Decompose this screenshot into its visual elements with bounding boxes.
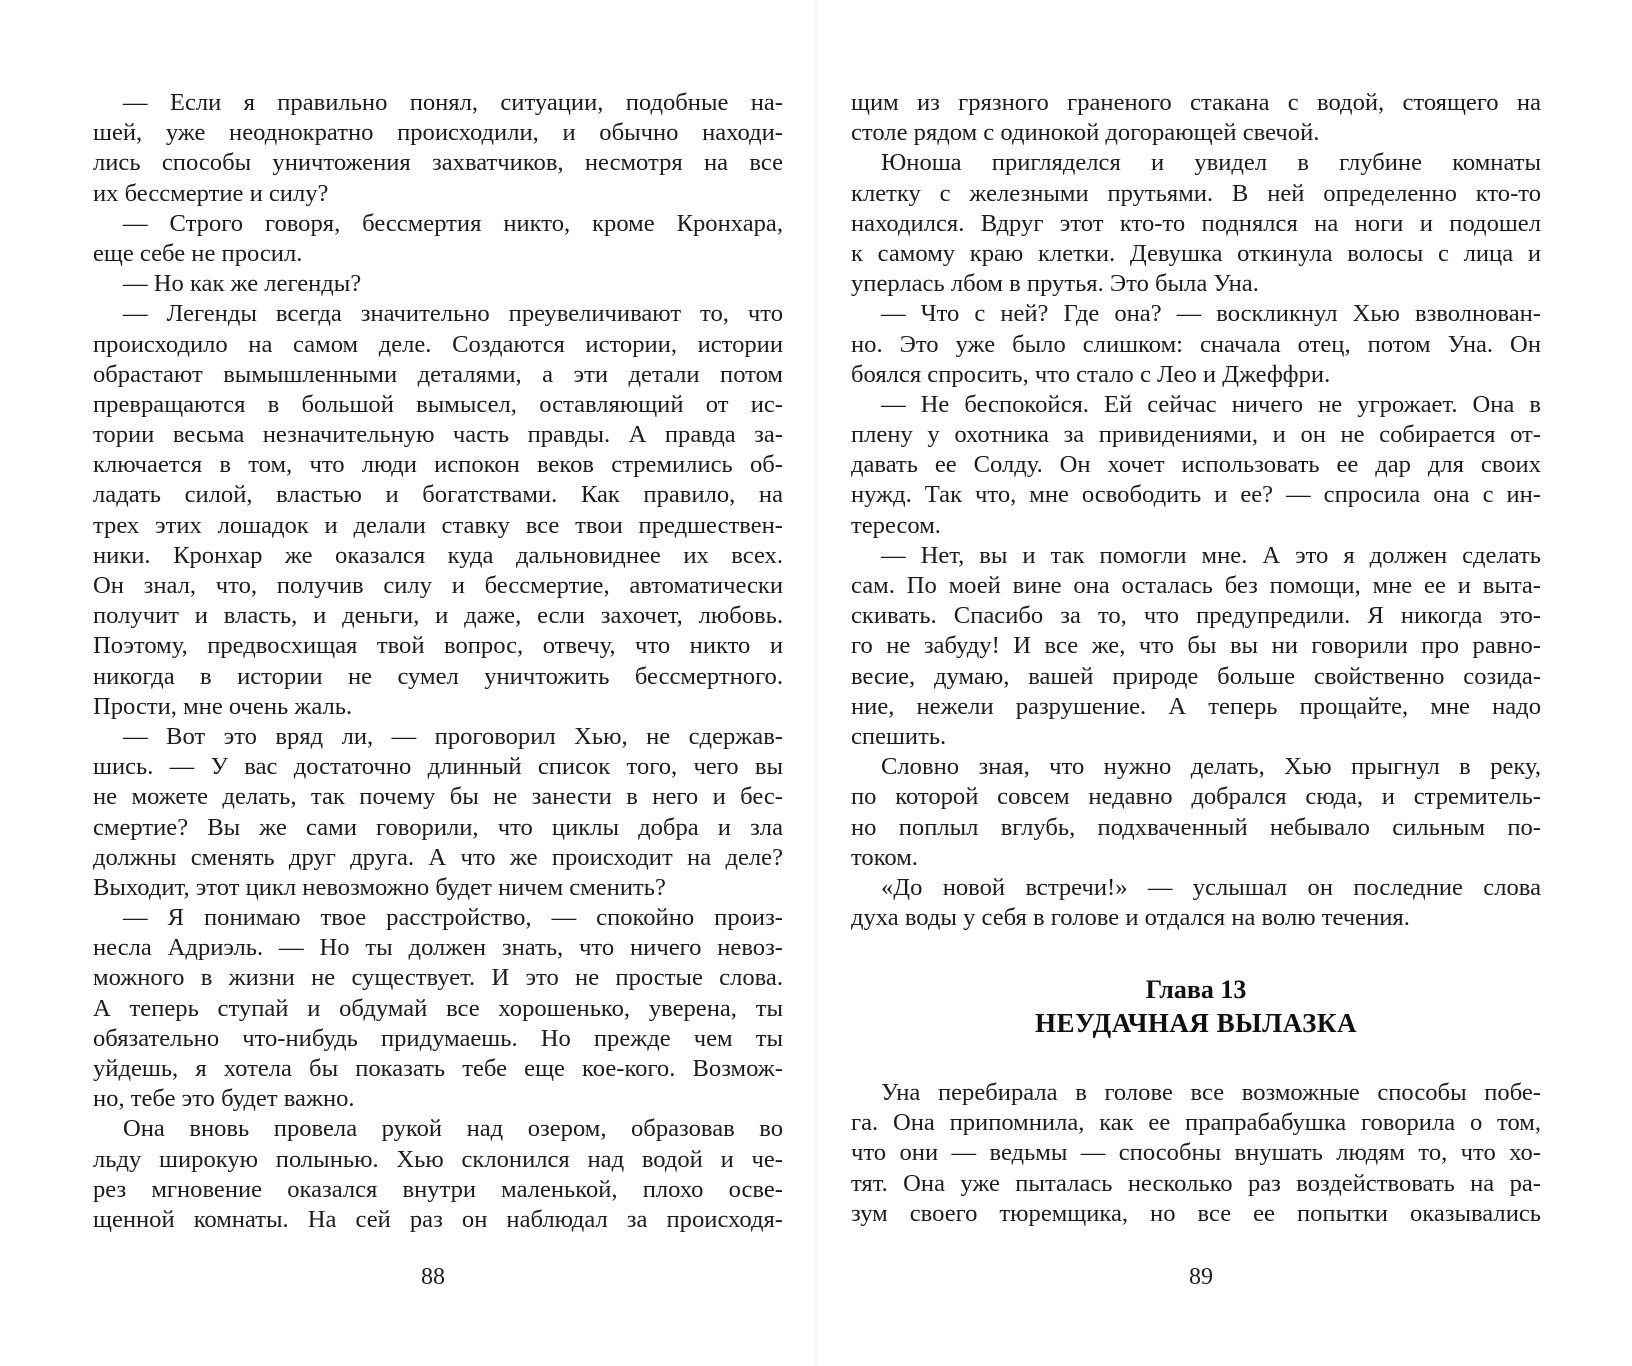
right-page-text-bottom (851, 1078, 1541, 1229)
text-line: тят. Она уже пыталась несколько раз воздействовать на ра- (851, 1169, 1541, 1197)
text-line: Прости, мне очень жаль. (93, 692, 353, 720)
text-line: клетку с железными прутьями. В ней определенно кто-то (851, 179, 1541, 207)
text-line: «До новой встречи!» — услышал он последние слова (881, 873, 1541, 901)
right-page (851, 88, 1541, 1227)
text-line: обрастают вымышленными деталями, а эти детали потом (93, 360, 783, 388)
book-gutter (814, 0, 818, 1366)
text-line: Выходит, этот цикл невозможно будет ничем сменить? (93, 873, 666, 901)
text-line: скивать. Спасибо за то, что предупредили. Я никогда это- (851, 602, 1541, 630)
text-line: смертие? Вы же сами говорили, что циклы добра и зла (93, 813, 783, 841)
text-line: Она вновь провела рукой над озером, образовав во (123, 1115, 783, 1143)
text-line: га. Она припомнила, как ее прапрабабушка говорила о том, (851, 1109, 1541, 1137)
right-page-number: 89 (1189, 1264, 1213, 1290)
text-line: но, тебе это будет важно. (93, 1085, 355, 1113)
left-page-number: 88 (421, 1264, 445, 1290)
text-line: — Легенды всегда значительно преувеличивают то, что (123, 300, 783, 328)
text-line: нужд. Так что, мне освободить и ее? — спросила она с ин- (851, 481, 1541, 509)
text-line: ники. Кронхар же оказался куда дальновиднее их всех. (93, 541, 783, 569)
text-line: зум своего тюремщика, но все ее попытки оказывались (851, 1199, 1541, 1227)
chapter-number: Глава 13 (1145, 975, 1247, 1004)
text-line: — Я понимаю твое расстройство, — спокойно произ- (123, 904, 783, 932)
text-line: можного в жизни не существует. И это не простые слова. (93, 964, 783, 992)
text-line: — Но как же легенды? (123, 270, 362, 298)
text-line: Уна перебирала в голове все возможные способы побе- (881, 1079, 1541, 1106)
text-line: весие, думаю, вашей природе больше свойственно созида- (851, 662, 1541, 690)
text-line: тересом. (851, 511, 941, 539)
text-line: ладать силой, властью и богатствами. Как правило, на (93, 481, 783, 509)
text-line: столе рядом с одинокой догорающей свечой. (851, 119, 1320, 147)
text-line: что они — ведьмы — способны внушать людям то, что хо- (851, 1139, 1541, 1167)
text-line: лись способы уничтожения захватчиков, несмотря на все (93, 149, 783, 177)
text-line: шей, уже неоднократно происходили, и обычно находи- (93, 119, 783, 147)
text-line: обязательно что-нибудь придумаешь. Но прежде чем ты (93, 1024, 783, 1052)
text-line: рез мгновение оказался внутри маленькой, плохо осве- (93, 1175, 783, 1203)
text-line: никогда в истории не сумел уничтожить бессмертного. (93, 662, 783, 690)
text-line: трех этих лошадок и делали ставку все твои предшествен- (93, 511, 783, 539)
text-line: тории весьма незначительную часть правды. А правда за- (93, 421, 783, 449)
text-line: ключается в том, что люди испокон веков стремились об- (93, 451, 783, 479)
text-line: давать ее Солду. Он хочет использовать ее дар для своих (851, 451, 1541, 479)
text-line: плену у охотника за привидениями, и он не собирается от- (851, 421, 1541, 449)
text-line: боялся спросить, что стало с Лео и Джеффри. (851, 360, 1331, 388)
text-line: током. (851, 843, 918, 871)
text-line: щенной комнаты. На сей раз он наблюдал за происходя- (93, 1205, 783, 1233)
right-page-text-top (851, 88, 1541, 933)
text-line: находился. Вдруг этот кто-то поднялся на ноги и подошел (851, 209, 1541, 237)
text-line: спешить. (851, 722, 947, 750)
text-line: — Не беспокойся. Ей сейчас ничего не угрожает. Она в (881, 390, 1541, 418)
text-line: уперлась лбом в прутья. Это была Уна. (851, 270, 1259, 298)
text-line: сам. По моей вине она осталась без помощи, мне ее и выта- (851, 572, 1541, 599)
text-line: А теперь ступай и обдумай все хорошенько, уверена, ты (93, 994, 783, 1022)
text-line: ние, нежели разрушение. А теперь прощайте, мне надо (851, 692, 1541, 720)
text-line: должны сменять друг друга. А что же происходит на деле? (93, 843, 783, 871)
text-line: го не забуду! И все же, что бы вы ни говорили про равно- (851, 632, 1541, 660)
text-line: шись. — У вас достаточно длинный список того, чего вы (93, 753, 783, 781)
text-line: Словно зная, что нужно делать, Хью прыгнул в реку, (881, 753, 1541, 781)
text-line: — Вот это вряд ли, — проговорил Хью, не сдержав- (123, 722, 783, 750)
text-line: происходило на самом деле. Создаются истории, истории (93, 330, 783, 358)
text-line: Поэтому, предвосхищая твой вопрос, отвечу, что никто и (93, 632, 783, 660)
text-line: льду широкую полынью. Хью склонился над водой и че- (93, 1145, 783, 1173)
text-line: но поплыл вглубь, подхваченный небывало сильным по- (851, 813, 1541, 841)
text-line: уйдешь, я хотела бы показать тебе еще кое-кого. Возмож- (93, 1055, 783, 1082)
text-line: — Что с ней? Где она? — воскликнул Хью взволнован- (881, 300, 1541, 328)
text-line: но. Это уже было слишком: сначала отец, потом Уна. Он (851, 330, 1541, 358)
left-page-text (93, 88, 783, 1235)
text-line: несла Адриэль. — Но ты должен знать, что ничего невоз- (93, 934, 783, 962)
text-line: по которой совсем недавно добрался сюда, и стремитель- (851, 783, 1541, 811)
text-line: еще себе не просил. (93, 239, 303, 267)
text-line: получит и власть, и деньги, и даже, если захочет, любовь. (93, 602, 783, 630)
text-line: их бессмертие и силу? (93, 179, 329, 207)
text-line: — Если я правильно понял, ситуации, подобные на- (123, 89, 783, 116)
text-line: к самому краю клетки. Девушка откинула волосы с лица и (851, 239, 1541, 267)
text-line: щим из грязного граненого стакана с водой, стоящего на (851, 89, 1541, 116)
text-line: Юноша пригляделся и увидел в глубине комнаты (881, 149, 1541, 177)
text-line: не можете делать, так почему бы не занести в него и бес- (93, 783, 783, 811)
chapter-title: НЕУДАЧНАЯ ВЫЛАЗКА (1035, 1008, 1357, 1038)
left-page (93, 88, 783, 1235)
text-line: Он знал, что, получив силу и бессмертие, автоматически (93, 572, 783, 599)
text-line: — Нет, вы и так помогли мне. А это я должен сделать (881, 541, 1541, 569)
text-line: превращаются в большой вымысел, оставляющий от ис- (93, 390, 783, 418)
text-line: — Строго говоря, бессмертия никто, кроме Кронхара, (123, 209, 783, 237)
text-line: духа воды у себя в голове и отдался на волю течения. (851, 904, 1410, 932)
